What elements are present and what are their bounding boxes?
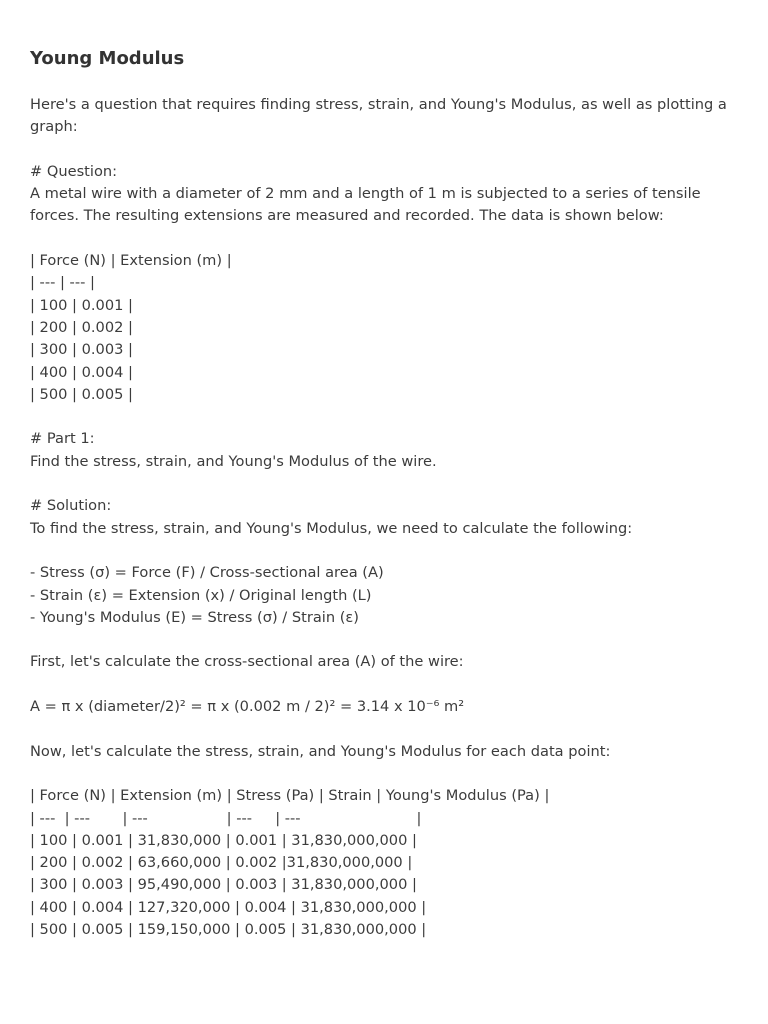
formula-item: - Stress (σ) = Force (F) / Cross-sectional area (A)	[30, 564, 384, 582]
table2-row: | Force (N) | Extension (m) | Stress (Pa) | Strain | Young's Modulus (Pa) |	[30, 787, 550, 805]
spacer	[30, 139, 738, 161]
table1-row: | 200 | 0.002 |	[30, 318, 133, 336]
question-text: A metal wire with a diameter of 2 mm and a length of 1 m is subjected to a series of tensile forces. The resulting extensions are measured and recorded. The data is shown below:	[30, 185, 701, 225]
spacer	[30, 406, 738, 428]
table2-row: | --- | --- | --- | --- | --- |	[30, 809, 422, 827]
spacer	[30, 629, 738, 651]
document-title: Young Modulus	[30, 48, 185, 69]
calc-intro: Now, let's calculate the stress, strain, and Young's Modulus for each data point:	[30, 742, 611, 760]
area-intro: First, let's calculate the cross-sectional area (A) of the wire:	[30, 653, 464, 671]
question-heading: # Question:	[30, 162, 118, 180]
table1-row: | 300 | 0.003 |	[30, 341, 133, 359]
data-table-1	[30, 250, 738, 406]
table1-row: | Force (N) | Extension (m) |	[30, 252, 232, 270]
data-table-2	[30, 785, 738, 941]
table1-row: | 400 | 0.004 |	[30, 363, 133, 381]
spacer	[30, 763, 738, 785]
part1-heading: # Part 1:	[30, 430, 95, 448]
formula-list	[30, 562, 738, 629]
table1-row: | 500 | 0.005 |	[30, 385, 133, 403]
table1-row: | 100 | 0.001 |	[30, 296, 133, 314]
table2-row: | 200 | 0.002 | 63,660,000 | 0.002 |31,830,000,000 |	[30, 854, 413, 872]
table1-row: | --- | --- |	[30, 274, 95, 292]
solution-heading: # Solution:	[30, 497, 112, 515]
spacer	[30, 718, 738, 740]
formula-item: - Young's Modulus (E) = Stress (σ) / Strain (ε)	[30, 608, 359, 626]
intro-paragraph: Here's a question that requires finding stress, strain, and Young's Modulus, as well as plotting a graph:	[30, 96, 727, 136]
spacer	[30, 674, 738, 696]
solution-text: To find the stress, strain, and Young's Modulus, we need to calculate the following:	[30, 519, 633, 537]
part1-text: Find the stress, strain, and Young's Modulus of the wire.	[30, 452, 437, 470]
spacer	[30, 473, 738, 495]
table2-row: | 400 | 0.004 | 127,320,000 | 0.004 | 31,830,000,000 |	[30, 898, 427, 916]
document-body	[30, 94, 738, 941]
area-formula: A = π x (diameter/2)² = π x (0.002 m / 2)² = 3.14 x 10⁻⁶ m²	[30, 698, 465, 716]
spacer	[30, 540, 738, 562]
formula-item: - Strain (ε) = Extension (x) / Original length (L)	[30, 586, 372, 604]
table2-row: | 300 | 0.003 | 95,490,000 | 0.003 | 31,830,000,000 |	[30, 876, 417, 894]
table2-row: | 500 | 0.005 | 159,150,000 | 0.005 | 31,830,000,000 |	[30, 920, 427, 938]
spacer	[30, 228, 738, 250]
table2-row: | 100 | 0.001 | 31,830,000 | 0.001 | 31,830,000,000 |	[30, 831, 417, 849]
